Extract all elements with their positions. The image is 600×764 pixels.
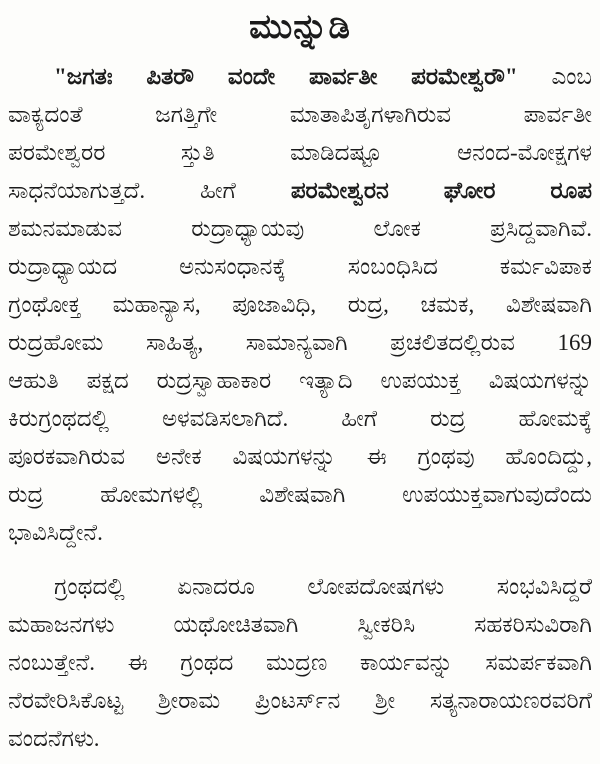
body-line: ಮಹಾಜನಗಳು ಯಥೋಚಿತವಾಗಿ ಸ್ವೀಕರಿಸಿ ಸಹಕರಿಸುವಿರಾಗಿ (8, 612, 592, 637)
body-line (8, 58, 592, 96)
paragraph-acknowledgement (8, 568, 592, 758)
body-line: ಆಹುತಿ ಪಕ್ಷದ ರುದ್ರಸ್ವಾಹಾಕಾರ ಇತ್ಯಾದಿ ಉಪಯುಕ್ತ ವಿಷಯಗಳನ್ನು (8, 368, 592, 393)
line-text: ಎಂಬ (551, 64, 592, 89)
body-line: ವಂದನೆಗಳು. (8, 726, 100, 751)
body-line: ಪೂರಕವಾಗಿರುವ ಅನೇಕ ವಿಷಯಗಳನ್ನು ಈ ಗ್ರಂಥವು ಹೊಂದಿದ್ದು, (8, 444, 592, 469)
body-line: ಭಾವಿಸಿದ್ದೇನೆ. (8, 520, 103, 545)
body-line: ಗ್ರಂಥೋಕ್ತ ಮಹಾನ್ಯಾಸ, ಪೂಜಾವಿಧಿ, ರುದ್ರ, ಚಮಕ, ವಿಶೇಷವಾಗಿ (8, 292, 592, 317)
body-line: ವಾಕ್ಯದಂತೆ ಜಗತ್ತಿಗೇ ಮಾತಾಪಿತೃಗಳಾಗಿರುವ ಪಾರ್ವತೀ (8, 102, 592, 127)
body-line: ಗ್ರಂಥದಲ್ಲಿ ಏನಾದರೂ ಲೋಪದೋಷಗಳು ಸಂಭವಿಸಿದ್ದರೆ (54, 574, 592, 599)
body-line: ಪರಮೇಶ್ವರರ ಸ್ತುತಿ ಮಾಡಿದಷ್ಟೂ ಆನಂದ-ಮೋಕ್ಷಗಳ (8, 140, 592, 165)
body-line (8, 172, 592, 210)
body-line: ಕಿರುಗ್ರಂಥದಲ್ಲಿ ಅಳವಡಿಸಲಾಗಿದೆ. ಹೀಗೆ ರುದ್ರ ಹೋಮಕ್ಕೆ (8, 406, 592, 431)
body-line: ಶಮನಮಾಡುವ ರುದ್ರಾಧ್ಯಾಯವು ಲೋಕ ಪ್ರಸಿದ್ದವಾಗಿವೆ. (8, 216, 592, 241)
emphasis-bold: ಪರಮೇಶ್ವರನ ಘೋರ ರೂಪ (290, 178, 592, 203)
paragraph-preface-body (8, 58, 592, 552)
sanskrit-quote-bold: "ಜಗತಃ ಪಿತರೌ ವಂದೇ ಪಾರ್ವತೀ ಪರಮೇಶ್ವರೌ" (54, 64, 518, 89)
body-line: ರುದ್ರಾಧ್ಯಾಯದ ಅನುಸಂಧಾನಕ್ಕೆ ಸಂಬಂಧಿಸಿದ ಕರ್ಮವಿಪಾಕ (8, 254, 592, 279)
body-line: ನೆರವೇರಿಸಿಕೊಟ್ಟ ಶ್ರೀರಾಮ ಪ್ರಿಂಟರ್ಸ್‌ನ ಶ್ರೀ ಸತ್ಯನಾರಾಯಣರವರಿಗೆ (8, 688, 592, 713)
body-line: ರುದ್ರಹೋಮ ಸಾಹಿತ್ಯ, ಸಾಮಾನ್ಯವಾಗಿ ಪ್ರಚಲಿತದಲ್ಲಿರುವ 169 (8, 330, 592, 355)
body-line: ರುದ್ರ ಹೋಮಗಳಲ್ಲಿ ವಿಶೇಷವಾಗಿ ಉಪಯುಕ್ತವಾಗುವುದೆಂದು (8, 482, 592, 507)
page-title: ಮುನ್ನುಡಿ (249, 9, 351, 46)
body-line: ನಂಬುತ್ತೇನೆ. ಈ ಗ್ರಂಥದ ಮುದ್ರಣ ಕಾರ್ಯವನ್ನು ಸಮರ್ಪಕವಾಗಿ (8, 650, 592, 675)
line-text: ಸಾಧನೆಯಾಗುತ್ತದೆ. ಹೀಗೆ (8, 178, 236, 203)
